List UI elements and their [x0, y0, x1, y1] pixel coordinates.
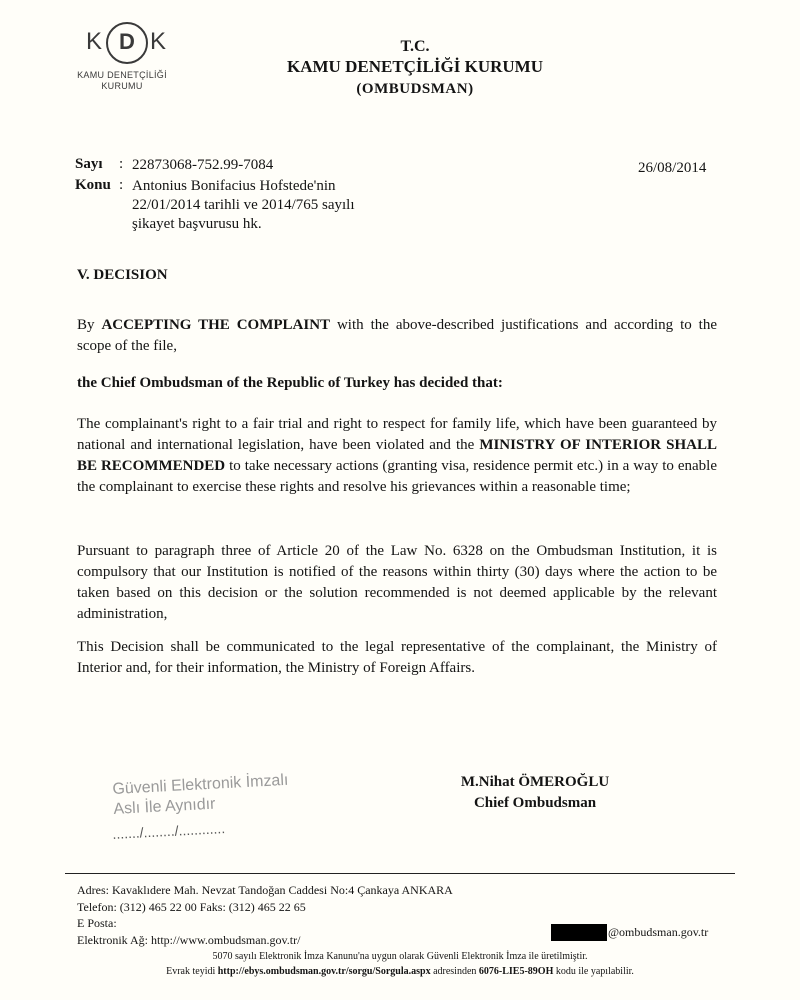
footer-email-domain: @ombudsman.gov.tr: [608, 925, 709, 939]
paragraph-text: By: [77, 317, 102, 333]
sayi-colon: :: [119, 156, 124, 172]
paragraph-text: The complainant's right to a fair trial and right to respect for family life, which have been guaranteed by national and international legislation, have been violated and the: [77, 416, 717, 453]
konu-line: şikayet başvurusu hk.: [132, 216, 262, 232]
decision-heading: the Chief Ombudsman of the Republic of Turkey has decided that:: [77, 375, 503, 391]
header-ombudsman: (OMBUDSMAN): [356, 81, 474, 97]
footer-divider: [65, 873, 735, 874]
footer-email-label: E Posta:: [77, 916, 117, 930]
signature-block: [430, 772, 640, 814]
stamp-line1: Güvenli Elektronik İmzalı: [112, 771, 289, 798]
verification-code: 6076-LIE5-89OH: [478, 966, 554, 977]
kdk-logo: [62, 10, 182, 105]
paragraph-notification: Pursuant to paragraph three of Article 20 of the Law No. 6328 on the Ombudsman Institution, it is compulsory that our Institution is notified of the reasons within thirty (30) days where the action to be taken based on this decision or the solution recommended is not deemed applicable by the relevant administration,: [77, 543, 717, 622]
logo-letter-k-right: K: [150, 28, 167, 55]
logo-letter-k-left: K: [86, 28, 103, 55]
konu-label: Konu: [75, 177, 111, 193]
verification-url[interactable]: http://ebys.ombudsman.gov.tr/sorgu/Sorgula.aspx: [217, 966, 431, 977]
paragraph-emphasis: MINISTRY OF INTERIOR SHALL BE RECOMMENDED: [77, 437, 717, 474]
paragraph-communication: This Decision shall be communicated to the legal representative of the complainant, the Ministry of Interior and, for their information, the Ministry of Foreign Affairs.: [77, 639, 717, 676]
sayi-value: 22873068-752.99-7084: [132, 157, 274, 173]
stamp-line2: Aslı İle Aynıdır: [113, 795, 216, 818]
logo-caption-line2: KURUMU: [101, 81, 143, 91]
footer-website: Elektronik Ağ: http://www.ombudsman.gov.tr/: [77, 933, 301, 947]
konu-line: 22/01/2014 tarihli ve 2014/765 sayılı: [132, 197, 355, 213]
verification-text: kodu ile yapılabilir.: [553, 966, 634, 977]
logo-letter-d: D: [119, 29, 135, 54]
kdk-logo-mark: [80, 22, 170, 62]
footer-verification-note: [0, 966, 800, 977]
signer-title: Chief Ombudsman: [473, 795, 597, 811]
konu-value: [132, 177, 354, 234]
paragraph-text: with the above-described justifications and according to the scope of the file,: [77, 317, 717, 354]
footer-phone: Telefon: (312) 465 22 00 Faks: (312) 465 22 65: [77, 900, 306, 914]
header-tc: T.C.: [400, 38, 430, 55]
redacted-email-user: [551, 924, 607, 941]
stamp-date-placeholder: ......./......../............: [112, 820, 226, 842]
konu-colon: :: [119, 177, 124, 193]
e-signature-stamp: [112, 771, 290, 820]
logo-caption: [62, 70, 182, 92]
paragraph-text: to take necessary actions (granting visa, residence permit etc.) in a way to enable the complainant to exercise these rights and resolve his grievances within a reasonable time;: [77, 458, 718, 495]
paragraph-acceptance: [77, 315, 717, 357]
signer-name: M.Nihat ÖMEROĞLU: [460, 774, 610, 790]
section-title: V. DECISION: [77, 267, 168, 283]
header-organization: KAMU DENETÇİLİĞİ KURUMU: [287, 57, 543, 76]
paragraph-emphasis: ACCEPTING THE COMPLAINT: [101, 317, 331, 333]
document-date: 26/08/2014: [638, 160, 707, 176]
konu-line: Antonius Bonifacius Hofstede'nin: [132, 178, 336, 194]
verification-text: Evrak teyidi: [166, 966, 218, 977]
verification-text: adresinden: [430, 966, 479, 977]
footer-esignature-note: 5070 sayılı Elektronik İmza Kanunu'na uygun olarak Güvenli Elektronik İmza ile üretilmiştir.: [212, 951, 588, 962]
sayi-label: Sayı: [75, 156, 103, 172]
footer-address: Adres: Kavaklıdere Mah. Nevzat Tandoğan Caddesi No:4 Çankaya ANKARA: [77, 883, 453, 897]
paragraph-recommendation: [77, 414, 717, 498]
logo-circle: [106, 22, 148, 64]
logo-caption-line1: KAMU DENETÇİLİĞİ: [77, 70, 167, 80]
